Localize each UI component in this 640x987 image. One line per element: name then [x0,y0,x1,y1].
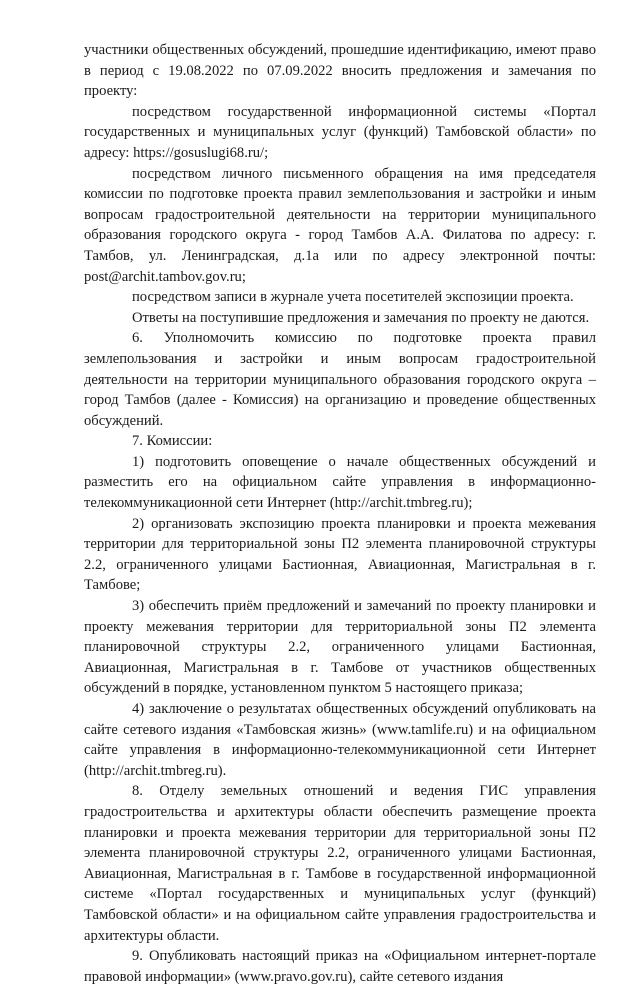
paragraph-item-6: 6. Уполномочить комиссию по подготовке проекта правил землепользования и застройки и иным вопросам градостроительной деятельности на территории муниципального образования городского округа – город Тамбов (далее - Комиссия) на организацию и проведение общественных обсуждений. [84,330,596,429]
paragraph-item-8: 8. Отделу земельных отношений и ведения ГИС управления градостроительства и архитектуры области обеспечить размещение проекта планировки и проекта межевания территории для территориальной зоны П2 элемента планировочной структуры 2.2, ограниченного улицами Бастионная, Авиационная, Магистральная в г. Тамбове в государственной информационной системе «Портал государственных и муниципальных услуг (функций) Тамбовской области» и на официальном сайте управления градостроительства и архитектуры области. [84,783,596,944]
paragraph-item-7-4: 4) заключение о результатах общественных обсуждений опубликовать на сайте сетевого издания «Тамбовская жизнь» (www.tamlife.ru) и на официальном сайте управления в информационно-телекоммуникационной сети Интернет (http://archit.tmbreg.ru). [84,701,596,779]
paragraph-written-appeal: посредством личного письменного обращения на имя председателя комиссии по подготовке проекта правил землепользования и застройки и иным вопросам градостроительной деятельности на территории муниципального образования городского округа - город Тамбов А.А. Филатова по адресу: г. Тамбов, ул. Ленинградская, д.1а или по адресу электронной почты: post@archit.tambov.gov.ru; [84,165,596,285]
paragraph-journal: посредством записи в журнале учета посетителей экспозиции проекта. [132,289,574,306]
paragraph-item-9: 9. Опубликовать настоящий приказ на «Официальном интернет-портале правовой информации» (www.pravo.gov.ru), сайте сетевого издания [84,948,596,985]
paragraph-item-7-1: 1) подготовить оповещение о начале общественных обсуждений и разместить его на официальном сайте управления в информационно-телекоммуникационной сети Интернет (http://archit.tmbreg.ru); [84,453,596,512]
paragraph-item-7: 7. Комиссии: [132,433,213,450]
paragraph-no-answers: Ответы на поступившие предложения и замечания по проекту не даются. [132,309,590,326]
paragraph-gosuslugi: посредством государственной информационной системы «Портал государственных и муниципальных услуг (функций) Тамбовской области» по адресу: https://gosuslugi68.ru/; [84,103,596,161]
paragraph-item-7-3: 3) обеспечить приём предложений и замечаний по проекту планировки и проекту межевания территории для территориальной зоны П2 элемента планировочной структуры 2.2, ограниченного улицами Бастионная, Авиационная, Магистральная в г. Тамбове от участников общественных обсуждений в порядке, установленном пунктом 5 настоящего приказа; [84,598,596,697]
paragraph-rights-intro: участники общественных обсуждений, прошедшие идентификацию, имеют право в период с 19.08.2022 по 07.09.2022 вносить предложения и замечания по проекту: [84,42,596,100]
paragraph-item-7-2: 2) организовать экспозицию проекта планировки и проекта межевания территории для территориальной зоны П2 элемента планировочной структуры 2.2, ограниченного улицами Бастионная, Авиационная, Магистральная в г. Тамбове; [84,515,596,594]
